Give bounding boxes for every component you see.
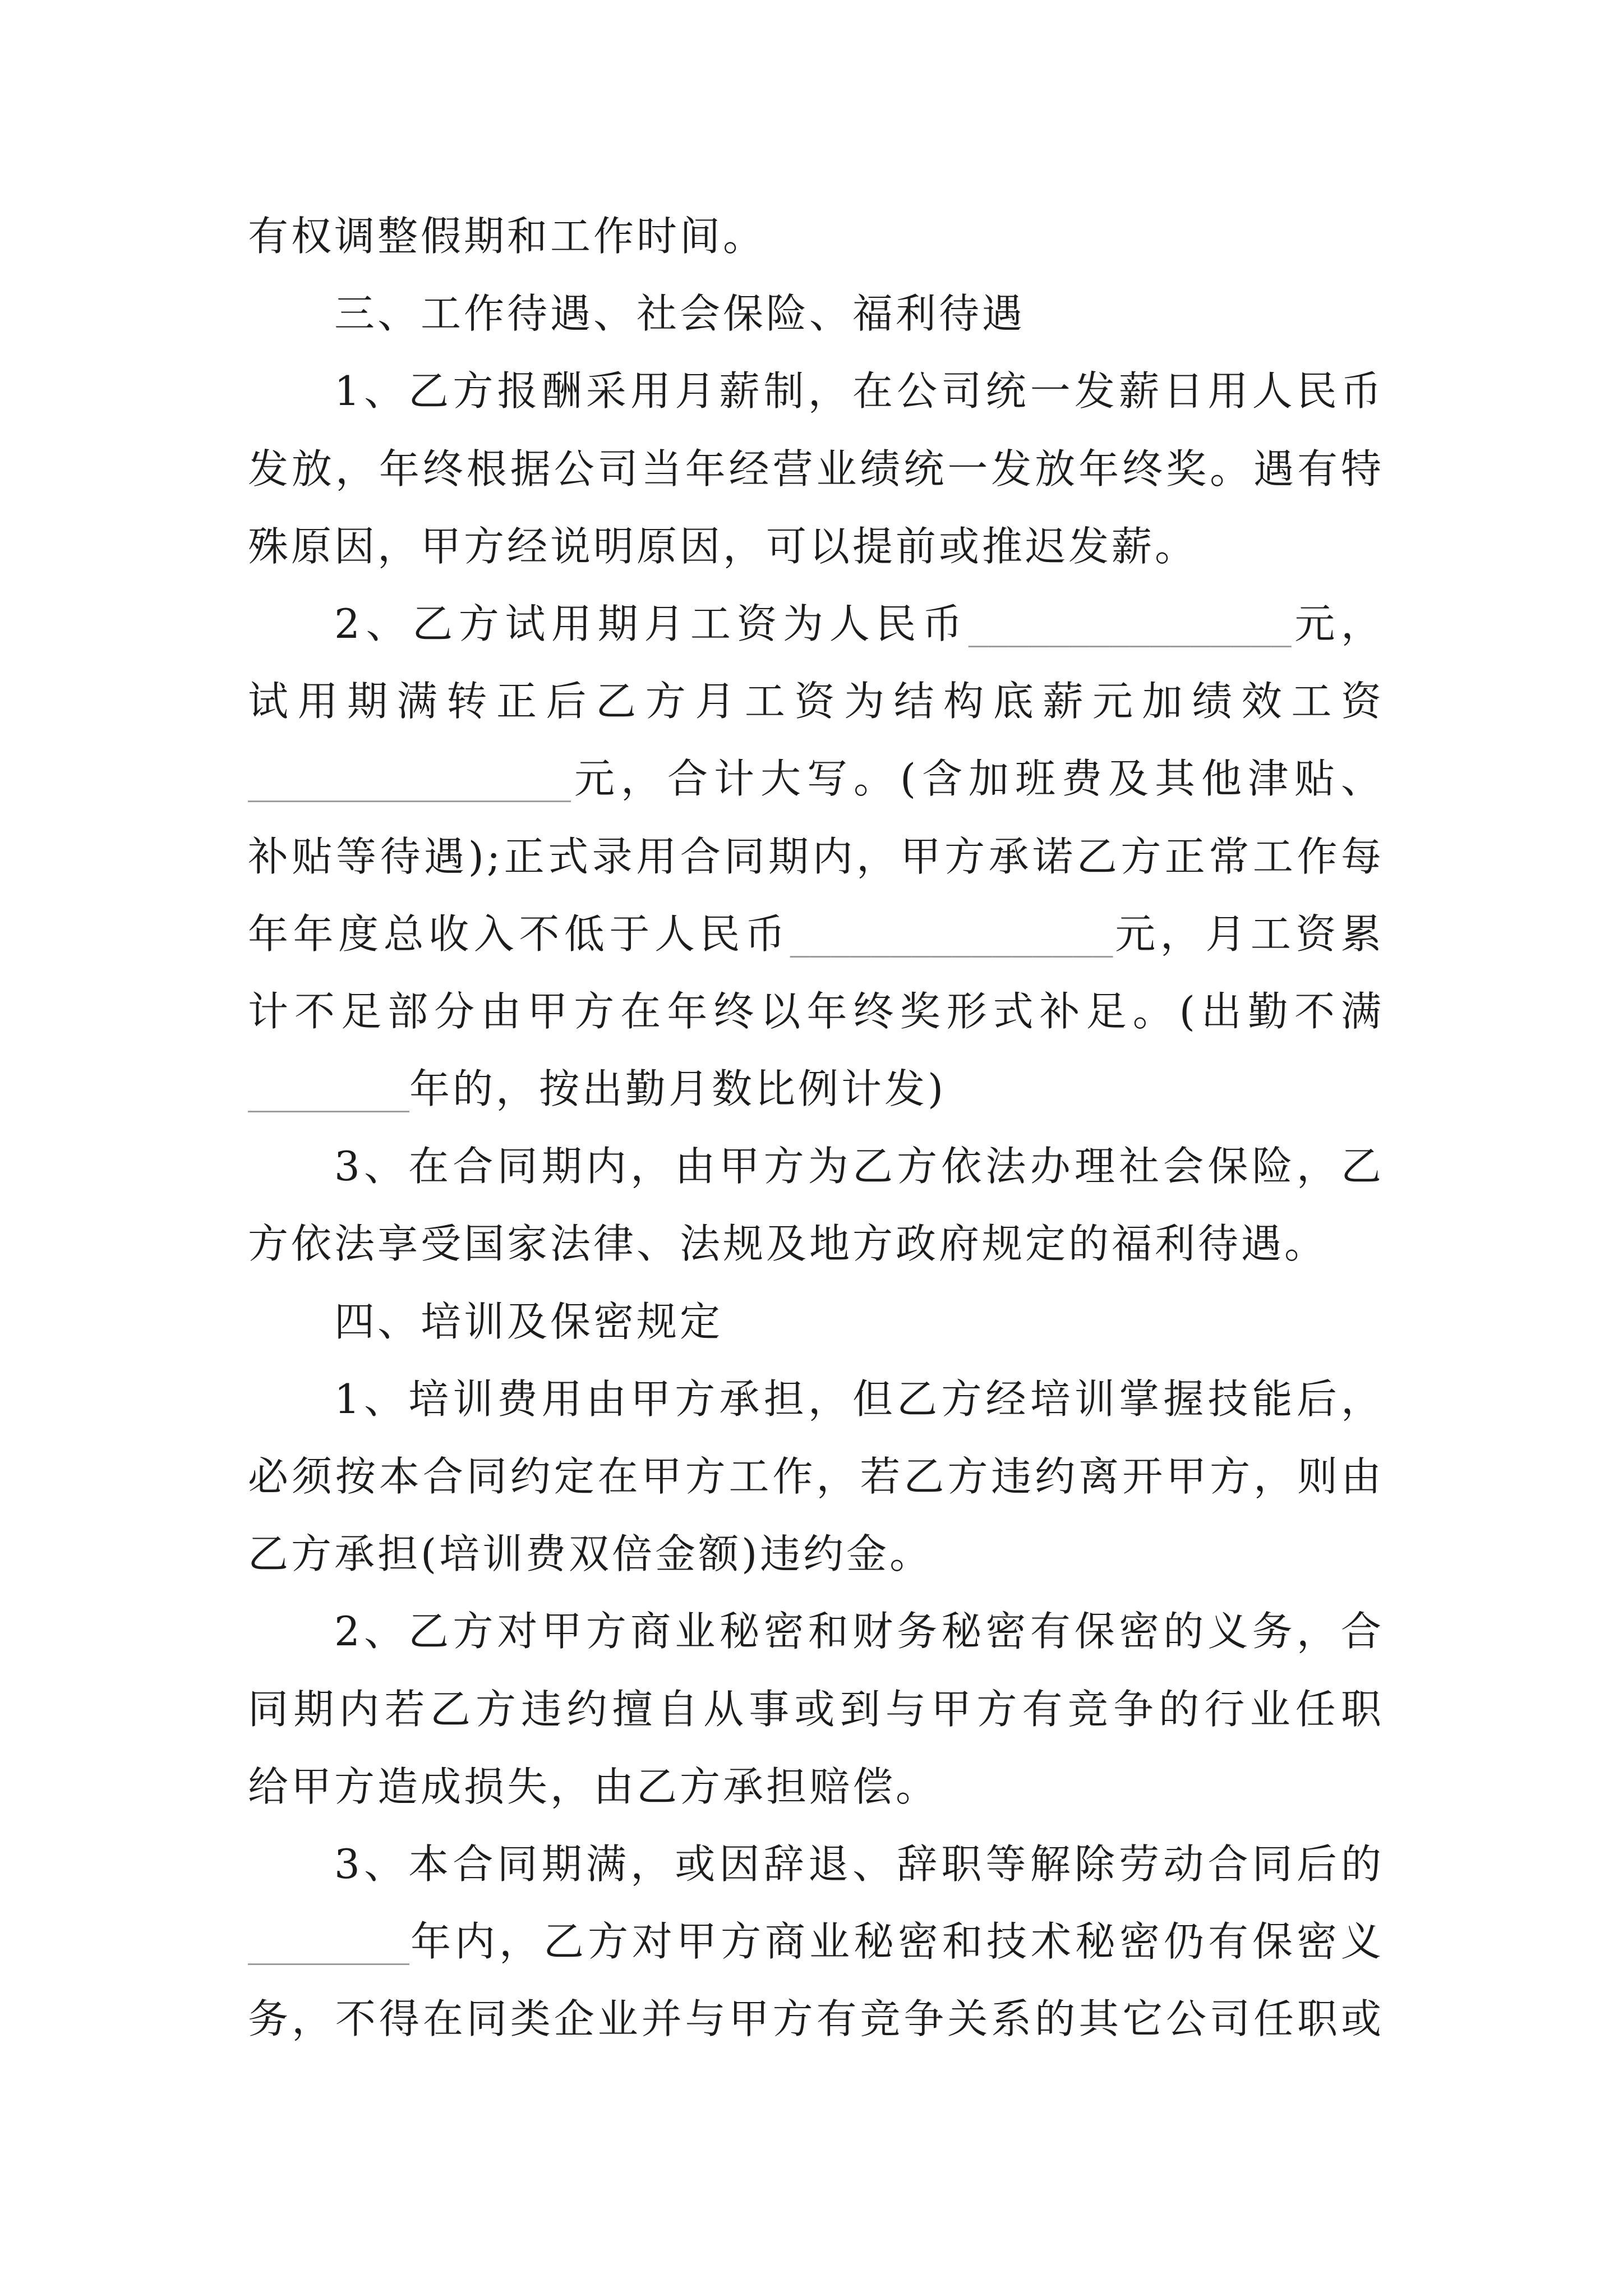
fill-in-blank: ________________: [248, 755, 571, 803]
line-text: 年年度总收入不低于人民币: [248, 910, 790, 958]
fill-in-blank: ________: [248, 1918, 409, 1966]
text-line: [248, 740, 1384, 817]
text-line: [248, 1593, 1384, 1670]
line-text: 计不足部分由甲方在年终以年终奖形式补足。(出勤不满: [248, 987, 1384, 1035]
text-line: [248, 1515, 1384, 1593]
text-line: [248, 352, 1384, 430]
line-text: 年内，乙方对甲方商业秘密和技术秘密仍有保密义: [409, 1918, 1384, 1966]
text-line: [248, 1825, 1384, 1903]
text-line: [248, 1980, 1384, 2058]
line-text: 乙方承担(培训费双倍金额)违约金。: [248, 1530, 933, 1578]
line-text: 3、本合同期满，或因辞退、辞职等解除劳动合同后的: [334, 1840, 1384, 1888]
fill-in-blank: ________: [248, 1065, 409, 1113]
section-heading: [248, 275, 1384, 352]
line-text: 务，不得在同类企业并与甲方有竞争关系的其它公司任职或: [248, 1995, 1384, 2043]
line-text: 1、乙方报酬采用月薪制，在公司统一发薪日用人民币: [334, 367, 1384, 415]
text-line: [248, 508, 1384, 585]
line-text: 殊原因，甲方经说明原因，可以提前或推迟发薪。: [248, 522, 1198, 570]
line-text: 试用期满转正后乙方月工资为结构底薪元加绩效工资: [248, 678, 1384, 725]
text-line: [248, 430, 1384, 508]
line-text: 同期内若乙方违约擅自从事或到与甲方有竞争的行业任职: [248, 1685, 1384, 1733]
line-text: 3、在合同期内，由甲方为乙方依法办理社会保险，乙: [334, 1143, 1384, 1190]
line-text: 2、乙方试用期月工资为人民币: [334, 600, 969, 647]
text-line: [248, 1903, 1384, 1980]
line-text: 元，合计大写。(含加班费及其他津贴、: [571, 755, 1384, 803]
document-body: [248, 197, 1384, 2058]
line-text: 有权调整假期和工作时间。: [248, 213, 767, 260]
line-text: 必须按本合同约定在甲方工作，若乙方违约离开甲方，则由: [248, 1453, 1384, 1500]
text-line: [248, 1128, 1384, 1205]
text-line: [248, 895, 1384, 973]
section-heading: [248, 1283, 1384, 1360]
line-text: 2、乙方对甲方商业秘密和财务秘密有保密的义务，合: [334, 1608, 1384, 1655]
line-text: 元，: [1291, 600, 1384, 647]
text-line: [248, 1360, 1384, 1438]
line-text: 1、培训费用由甲方承担，但乙方经培训掌握技能后，: [334, 1375, 1384, 1423]
text-line: [248, 1050, 1384, 1128]
line-text: 年的，按出勤月数比例计发): [409, 1065, 947, 1113]
text-line: [248, 1438, 1384, 1515]
text-line: [248, 1748, 1384, 1825]
line-text: 给甲方造成损失，由乙方承担赔偿。: [248, 1763, 939, 1810]
fill-in-blank: ________________: [968, 600, 1292, 647]
text-line: [248, 1205, 1384, 1282]
line-text: 元，月工资累: [1113, 910, 1384, 958]
line-text: 补贴等待遇);正式录用合同期内，甲方承诺乙方正常工作每: [248, 832, 1384, 880]
text-line: [248, 585, 1384, 662]
line-text: 发放，年终根据公司当年经营业绩统一发放年终奖。遇有特: [248, 445, 1384, 493]
text-line: [248, 973, 1384, 1050]
text-line: [248, 197, 1384, 275]
text-line: [248, 1671, 1384, 1748]
section-heading-text: 四、培训及保密规定: [334, 1297, 723, 1345]
text-line: [248, 662, 1384, 740]
fill-in-blank: ________________: [790, 910, 1113, 958]
text-line: [248, 818, 1384, 895]
section-heading-text: 三、工作待遇、社会保险、福利待遇: [334, 290, 1026, 338]
line-text: 方依法享受国家法律、法规及地方政府规定的福利待遇。: [248, 1220, 1328, 1268]
